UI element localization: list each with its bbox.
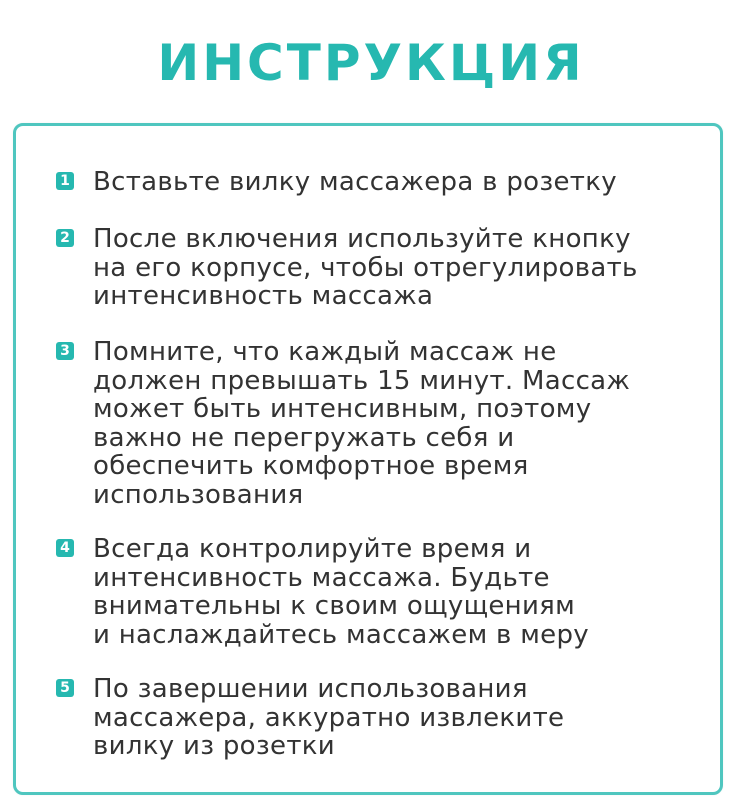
step-text-line: Помните, что каждый массаж не bbox=[93, 337, 557, 367]
step-text bbox=[93, 675, 713, 761]
step-text-line: интенсивность массажа bbox=[93, 281, 434, 311]
step-text-line: внимательны к своим ощущениям bbox=[93, 591, 576, 621]
step-text-line: вилку из розетки bbox=[93, 731, 335, 761]
step-text bbox=[93, 338, 713, 509]
step-text bbox=[93, 225, 713, 311]
step-text-line: После включения используйте кнопку bbox=[93, 224, 631, 254]
step-number-badge: 3 bbox=[56, 342, 74, 360]
step-text-line: важно не перегружать себя и bbox=[93, 422, 515, 453]
step-text-line: использования bbox=[93, 479, 304, 510]
step-text-line: и наслаждайтесь массажем в меру bbox=[93, 619, 589, 650]
step-text-line: может быть интенсивным, поэтому bbox=[93, 394, 592, 424]
step-text-line: интенсивность массажа. Будьте bbox=[93, 562, 550, 593]
step-text-line: массажера, аккуратно извлеките bbox=[93, 702, 565, 733]
step-text-line: Вставьте вилку массажера в розетку bbox=[93, 167, 617, 197]
step-text bbox=[93, 168, 713, 197]
step-text-line: обеспечить комфортное время bbox=[93, 451, 529, 481]
step-text bbox=[93, 535, 713, 649]
step-text-line: По завершении использования bbox=[93, 674, 528, 704]
page-title: ИНСТРУКЦИЯ bbox=[157, 34, 585, 92]
step-text-line: должен превышать 15 минут. Массаж bbox=[93, 365, 631, 396]
step-number-badge: 2 bbox=[56, 229, 74, 247]
instructions-card bbox=[13, 123, 723, 795]
step-text-line: на его корпусе, чтобы отрегулировать bbox=[93, 252, 638, 283]
step-number-badge: 5 bbox=[56, 679, 74, 697]
step-number-badge: 1 bbox=[56, 172, 74, 190]
step-number-badge: 4 bbox=[56, 539, 74, 557]
step-text-line: Всегда контролируйте время и bbox=[93, 534, 532, 564]
